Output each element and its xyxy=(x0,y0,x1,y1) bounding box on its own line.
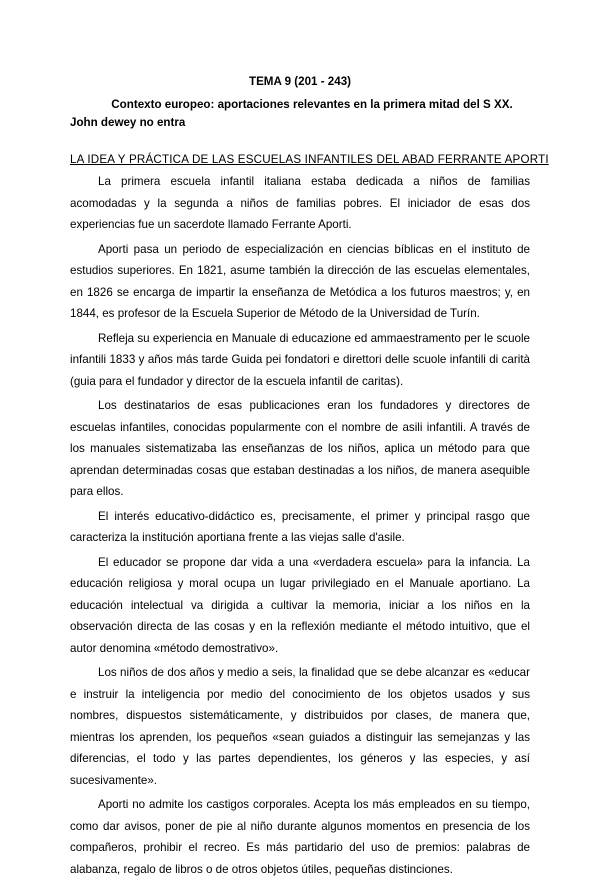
document-note: John dewey no entra xyxy=(70,116,186,129)
document-title: TEMA 9 (201 - 243) xyxy=(248,75,352,88)
paragraph: Los destinatarios de esas publicaciones eran los fundadores y directores de escuelas infantiles, conocidas popularmente con el nombre de asili infantili. A través de los manuales sistematizaba las enseñanzas de los niños, aplica un método para que aprendan determinadas cosas que estaban destinadas a los niños, de manera asequible para ellos. xyxy=(70,399,530,498)
paragraph: El educador se propone dar vida a una «verdadera escuela» para la infancia. La educación religiosa y moral ocupa un lugar privilegiado en el Manuale aportiano. La educación intelectual va dirigida a cultivar la memoria, iniciar a los niños en la observación directa de las cosas y en la reflexión mediante el método intuitivo, que el autor denomina «método demostrativo». xyxy=(70,555,530,655)
document-body xyxy=(70,171,530,883)
paragraph: El interés educativo-didáctico es, precisamente, el primer y principal rasgo que caracteriza la institución aportiana frente a las viejas salle d'asile. xyxy=(70,509,530,544)
document-subtitle: Contexto europeo: aportaciones relevantes en la primera mitad del S XX. xyxy=(111,98,513,111)
paragraph: Los niños de dos años y medio a seis, la finalidad que se debe alcanzar es «educar e instruir la inteligencia por medio del conocimiento de los objetos usados y sus nombres, dispuestos sistemáticamente, y distribuidos por clases, de manera que, mientras los aprenden, los pequeños «sean guiados a distinguir las semejanzas y las diferencias, el todo y las partes dependientes, los géneros y las especies, y así sucesivamente». xyxy=(70,666,530,787)
paragraph: Refleja su experiencia en Manuale di educazione ed ammaestramento per le scuole infantili 1833 y años más tarde Guida pei fondatori e direttori delle scuole infantili di carità (guia para el fundador y director de la escuela infantil de caritas). xyxy=(70,331,530,388)
paragraph: La primera escuela infantil italiana estaba dedicada a niños de familias acomodadas y la segunda a niños de familias pobres. El iniciador de esas dos experiencias fue un sacerdote llamado Ferrante Aporti. xyxy=(70,175,530,231)
section-heading: LA IDEA Y PRÁCTICA DE LAS ESCUELAS INFANTILES DEL ABAD FERRANTE APORTI xyxy=(70,153,549,166)
paragraph: Aporti pasa un periodo de especialización en ciencias bíblicas en el instituto de estudios superiores. En 1821, asume también la dirección de las escuelas elementales, en 1826 se encarga de impartir la enseñanza de Metódica a los futuros maestros; y, en 1844, es profesor de la Escuela Superior de Método de la Universidad de Turín. xyxy=(70,242,530,320)
paragraph: Aporti no admite los castigos corporales. Acepta los más empleados en su tiempo, como dar avisos, poner de pie al niño durante algunos momentos en presencia de los compañeros, prohibir el recreo. Es más partidario del uso de premios: palabras de alabanza, regalo de libros o de otros objetos útiles, pequeñas distinciones. xyxy=(70,798,530,876)
